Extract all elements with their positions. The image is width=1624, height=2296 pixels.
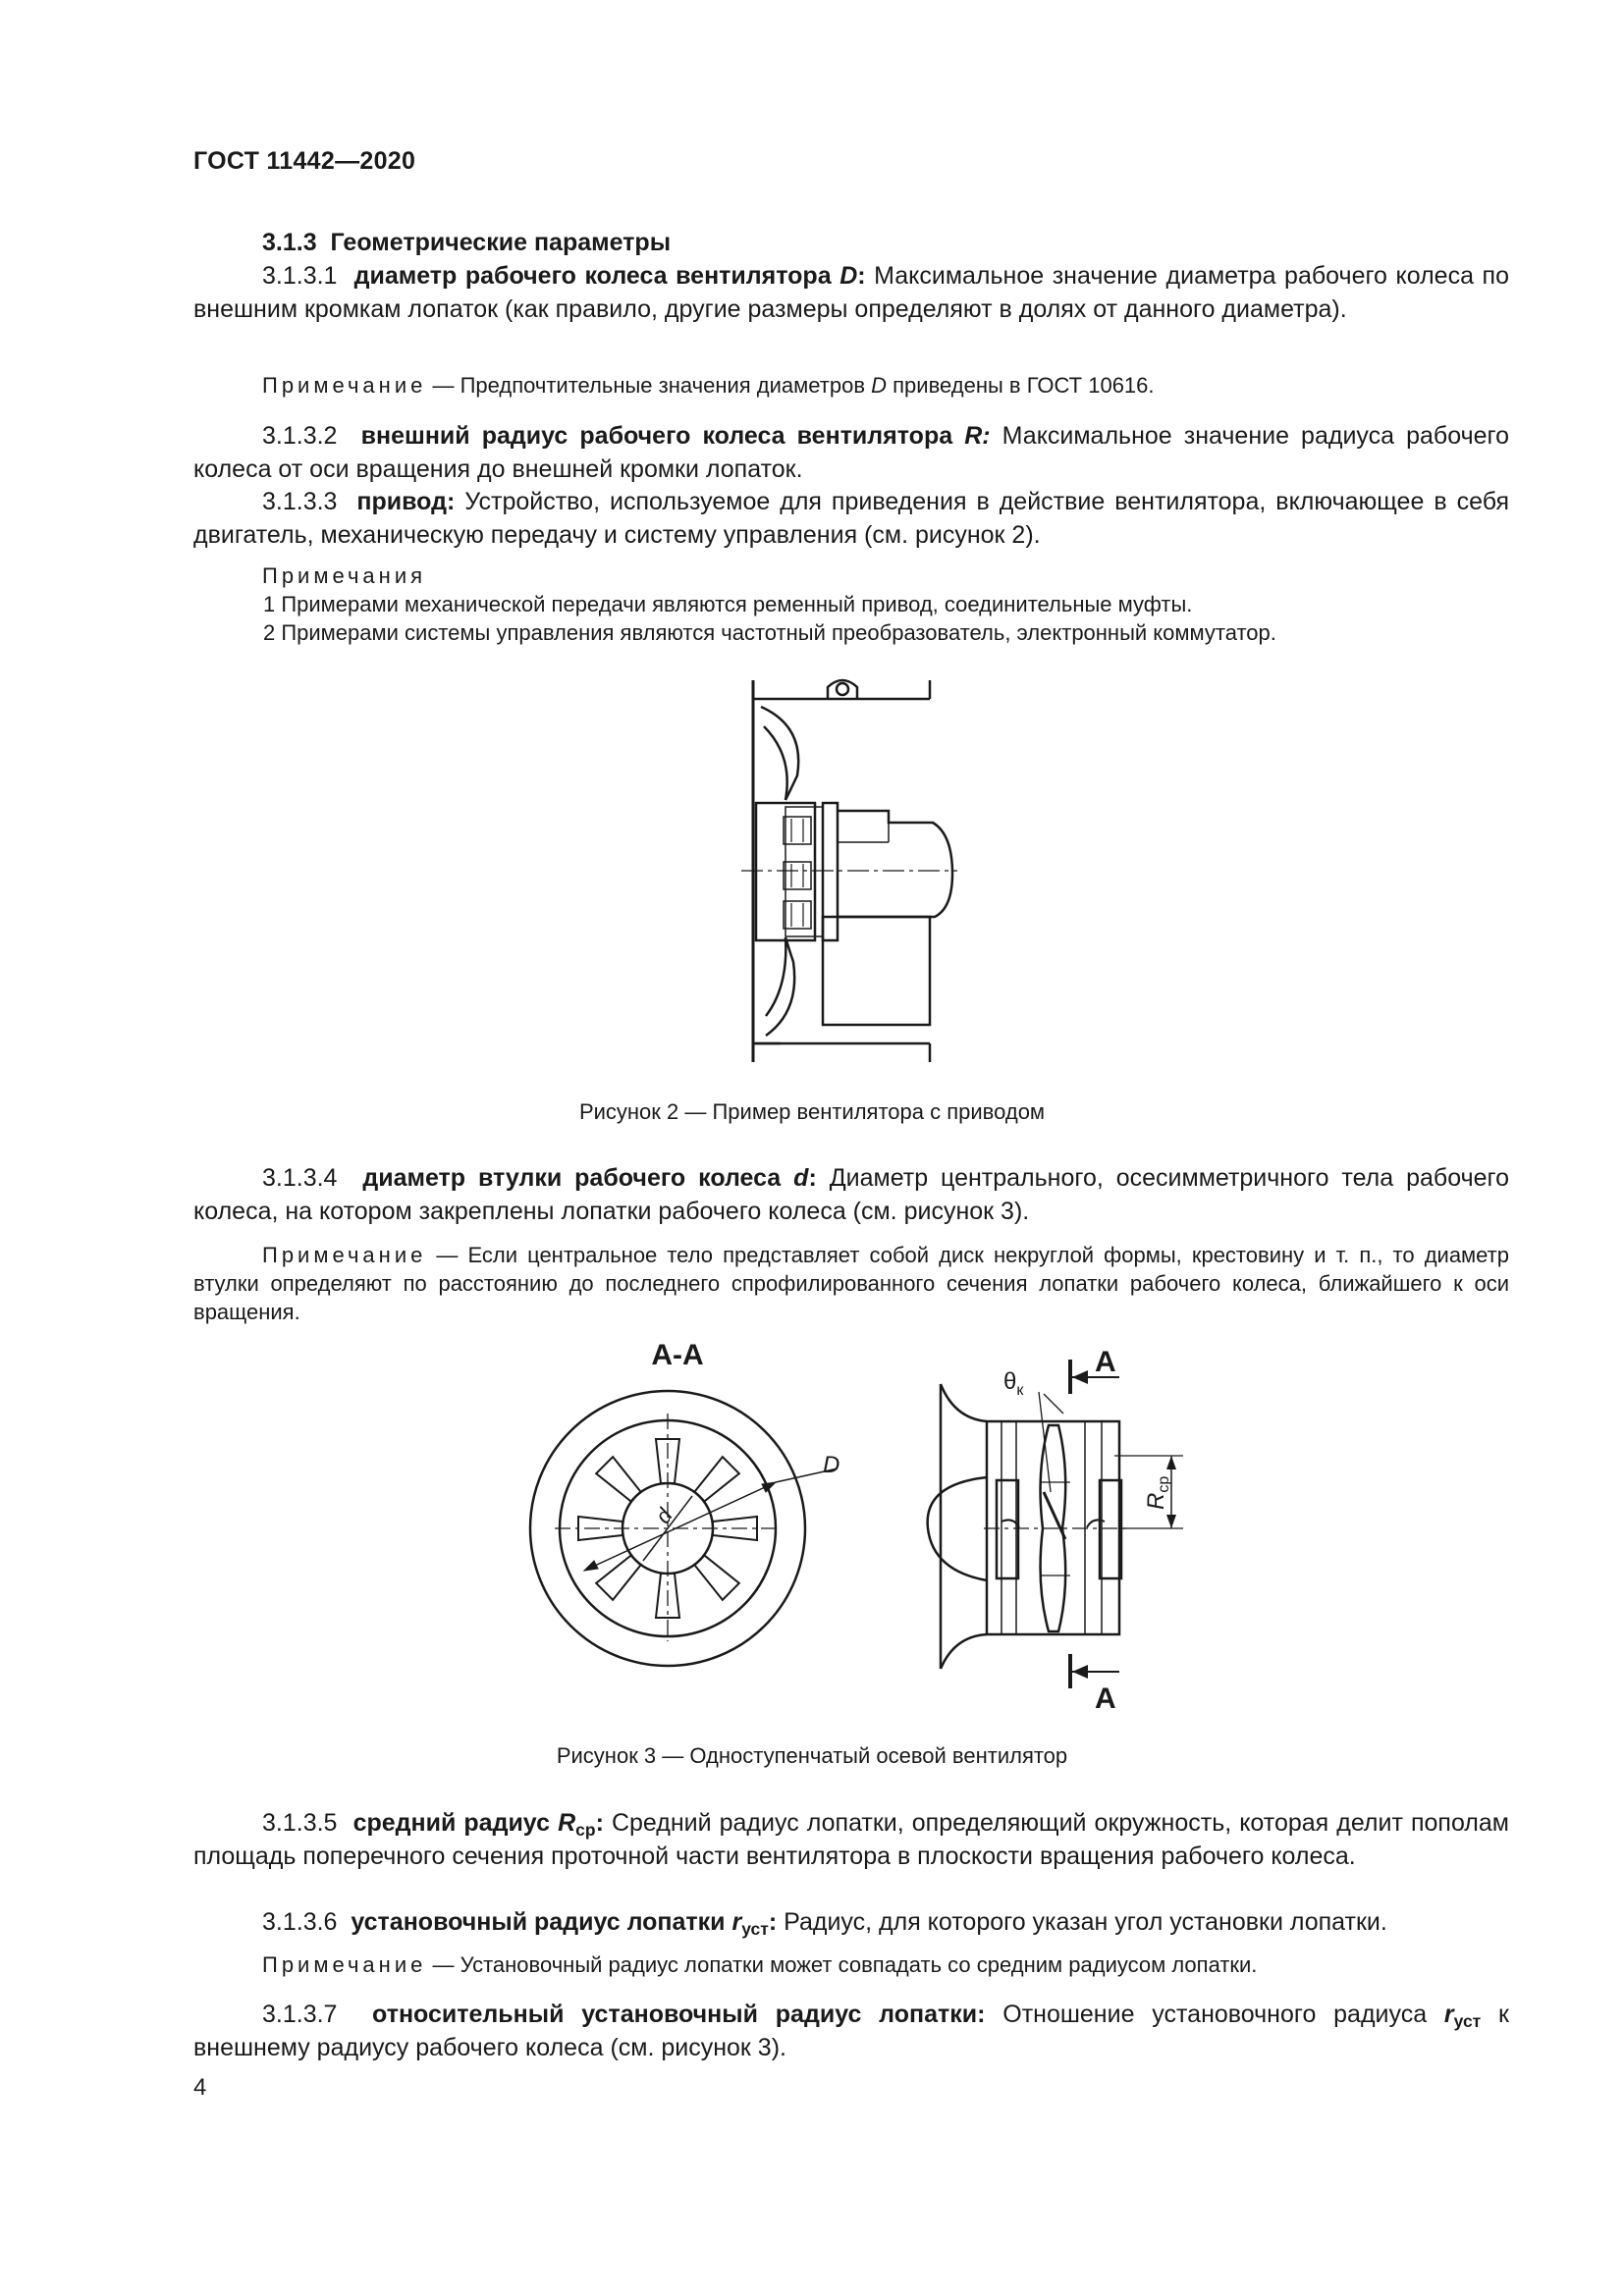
figure-3-caption: Рисунок 3 — Одноступенчатый осевой вентилятор: [556, 1743, 1068, 1768]
paragraph-3-1-3-5: 3.1.3.5 средний радиус $R_{ср}$: Средний радиус лопатки, определяющий окружность, которая делит пополам площадь поперечного сечения проточной части вентилятора в плоскости вращения рабочего колеса.: [193, 1809, 1509, 1870]
figure-2-caption: Рисунок 2 — Пример вентилятора с приводом: [578, 1099, 1046, 1124]
paragraph-3-1-3-1: 3.1.3.1 диаметр рабочего колеса вентилятора D: Максимальное значение диаметра рабочего колеса по внешним кромкам лопаток (как правило, другие размеры определяют в долях от данного диаметра).: [193, 262, 1509, 323]
section-label: А-А: [651, 1339, 704, 1371]
section-number: 3.1.3: [262, 229, 317, 256]
paragraph-3-1-3-2: 3.1.3.2 внешний радиус рабочего колеса вентилятора R: Максимальное значение радиуса рабочего колеса от оси вращения до внешней кромки лопаток.: [193, 422, 1509, 483]
note-3: Примечание — Если центральное тело представляет собой диск некруглой формы, крестовину и т. п., то диаметр втулки определяют по расстоянию до последнего спрофилированного сечения лопатки рабочего колеса, ближайшего к оси вращения.: [193, 1243, 1509, 1324]
figure-2-fan-with-drive: [727, 667, 982, 1080]
page-number: 4: [193, 2074, 207, 2101]
section-A-top: А: [1095, 1346, 1116, 1378]
d-label: d: [650, 1504, 677, 1528]
section-A-bottom: А: [1095, 1682, 1116, 1715]
figure-3-axial-fan: [511, 1330, 1198, 1723]
note-2-item-1: 1 Примерами механической передачи являются ременный привод, соединительные муфты.: [263, 592, 1193, 616]
R-sr-label: $R_{ср}$: [1143, 1475, 1172, 1510]
section-heading: [193, 226, 1509, 259]
theta-label: $\theta_к$: [1003, 1368, 1024, 1399]
note-2-item-2: 2 Примерами системы управления являются частотный преобразователь, электронный коммутатор.: [263, 620, 1276, 645]
section-title: Геометрические параметры: [330, 229, 672, 256]
note-4: Примечание — Установочный радиус лопатки может совпадать со средним радиусом лопатки.: [262, 1952, 1258, 1977]
paragraph-3-1-3-4: 3.1.3.4 диаметр втулки рабочего колеса d: Диаметр центрального, осесимметричного тела рабочего колеса, на котором закреплены лопатки рабочего колеса (см. рисунок 3).: [193, 1164, 1509, 1225]
paragraph-3-1-3-6: 3.1.3.6 установочный радиус лопатки $r_{уст}$: Радиус, для которого указан угол установки лопатки.: [262, 1908, 1387, 1939]
paragraph-3-1-3-3: 3.1.3.3 привод: Устройство, используемое для приведения в действие вентилятора, включающее в себя двигатель, механическую передачу и систему управления (см. рисунок 2).: [193, 488, 1509, 549]
paragraph-3-1-3-7: 3.1.3.7 относительный установочный радиус лопатки: Отношение установочного радиуса $r_{уст}$ к внешнему радиусу рабочего колеса (см. рисунок 3).: [193, 2001, 1509, 2061]
D-label: D: [823, 1452, 840, 1478]
note-1: Примечание — Предпочтительные значения диаметров D приведены в ГОСТ 10616.: [262, 373, 1155, 398]
notes-2: Примечания: [262, 563, 427, 588]
document-header: ГОСТ 11442—2020: [193, 147, 416, 175]
